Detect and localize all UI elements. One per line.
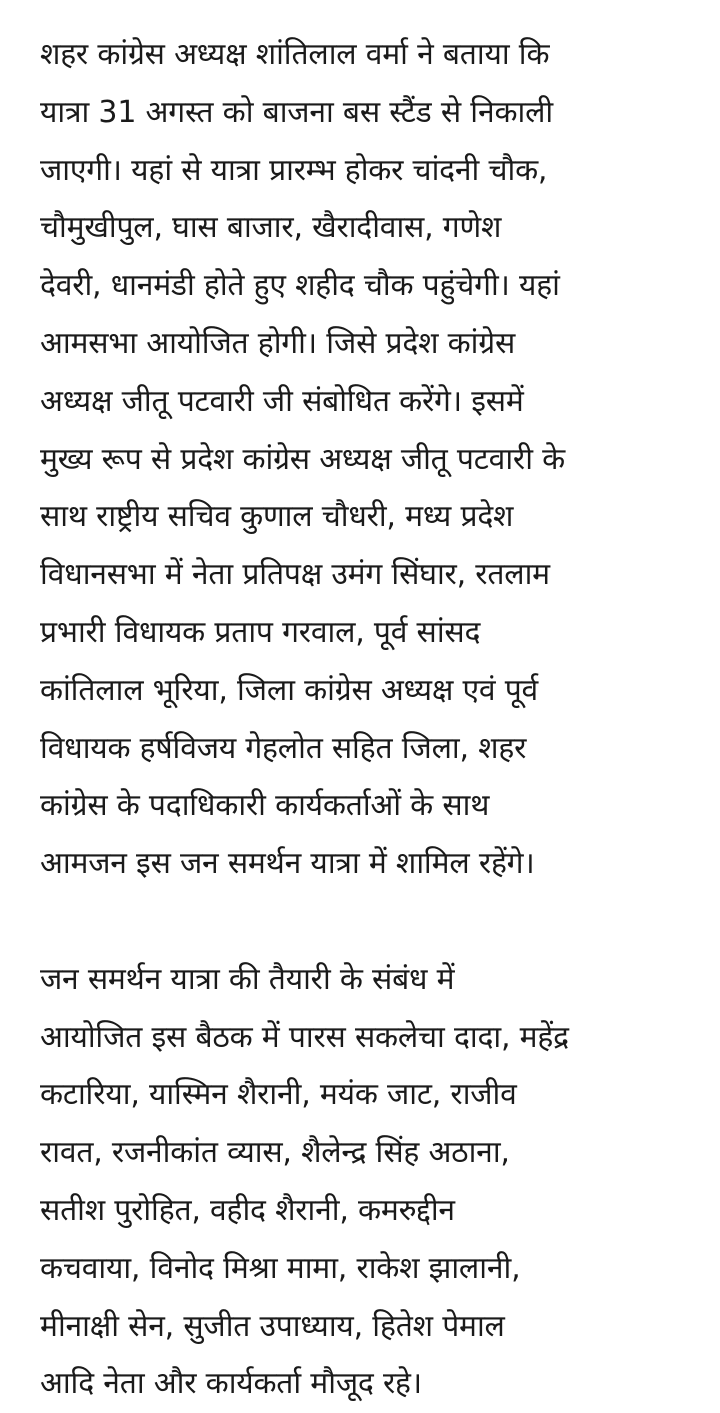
text-line: कांग्रेस के पदाधिकारी कार्यकर्ताओं के साथ [40, 788, 490, 824]
text-line: कांतिलाल भूरिया, जिला कांग्रेस अध्यक्ष एवं पूर्व [40, 672, 539, 708]
text-line: जाएगी। यहां से यात्रा प्रारम्भ होकर चांदनी चौक, [40, 152, 548, 188]
text-line: देवरी, धानमंडी होते हुए शहीद चौक पहुंचेगी। यहां [40, 268, 560, 304]
text-line: आयोजित इस बैठक में पारस सकलेचा दादा, महेंद्र [40, 1019, 569, 1055]
paragraph-gap [40, 893, 690, 951]
text-line: रावत, रजनीकांत व्यास, शैलेन्द्र सिंह अठाना, [40, 1135, 510, 1171]
text-line: साथ राष्ट्रीय सचिव कुणाल चौधरी, मध्य प्रदेश [40, 499, 514, 535]
text-line: आमसभा आयोजित होगी। जिसे प्रदेश कांग्रेस [40, 325, 516, 361]
text-line: शहर कांग्रेस अध्यक्ष शांतिलाल वर्मा ने बताया कि [40, 37, 550, 72]
text-line: सतीश पुरोहित, वहीद शैरानी, कमरुद्दीन [40, 1192, 455, 1228]
text-line: आमजन इस जन समर्थन यात्रा में शामिल रहेंगे। [40, 846, 535, 882]
text-line: विधायक हर्षविजय गेहलोत सहित जिला, शहर [40, 730, 527, 766]
text-line: मीनाक्षी सेन, सुजीत उपाध्याय, हितेश पेमाल [40, 1308, 505, 1344]
text-line: अध्यक्ष जीतू पटवारी जी संबोधित करेंगे। इसमें [40, 383, 524, 419]
text-line: कचवाया, विनोद मिश्रा मामा, राकेश झालानी, [40, 1250, 521, 1286]
text-line: कटारिया, यास्मिन शैरानी, मयंक जाट, राजीव [40, 1077, 517, 1113]
text-line: यात्रा 31 अगस्त को बाजना बस स्टैंड से निकाली [40, 94, 554, 130]
paragraph-2 [40, 951, 690, 1413]
text-line: आदि नेता और कार्यकर्ता मौजूद रहे। [40, 1366, 422, 1402]
text-line: चौमुखीपुल, घास बाजार, खैरादीवास, गणेश [40, 210, 502, 246]
text-line: जन समर्थन यात्रा की तैयारी के संबंध में [40, 961, 455, 997]
text-line: मुख्य रूप से प्रदेश कांग्रेस अध्यक्ष जीतू पटवारी के [40, 441, 565, 477]
paragraph-1 [40, 26, 690, 893]
article-body [40, 26, 690, 1413]
text-line: विधानसभा में नेता प्रतिपक्ष उमंग सिंघार, रतलाम [40, 557, 550, 593]
text-line: प्रभारी विधायक प्रताप गरवाल, पूर्व सांसद [40, 614, 481, 650]
